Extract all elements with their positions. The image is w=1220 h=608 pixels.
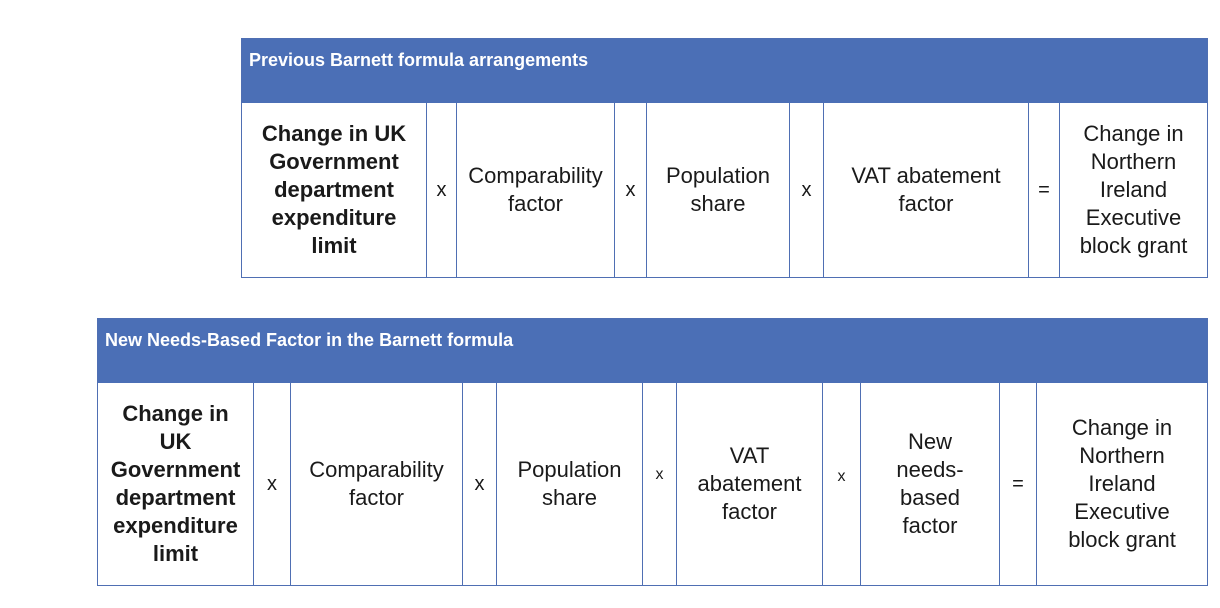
cell-vat-abatement-factor: VAT abatement factor [677,383,823,585]
new-formula-title: New Needs-Based Factor in the Barnett formula [105,330,514,350]
operator-multiply: x [463,383,497,585]
new-formula-table [97,318,1208,586]
cell-uk-expenditure-limit: Change in UK Government department expenditure limit [242,103,427,277]
cell-population-share: Population share [497,383,643,585]
cell-comparability-factor: Comparability factor [457,103,615,277]
previous-formula-header [242,39,1207,103]
operator-equals: = [1000,383,1037,585]
cell-needs-based-factor: New needs- based factor [861,383,1000,585]
operator-multiply: x [823,383,861,585]
operator-multiply: x [615,103,647,277]
cell-uk-expenditure-limit: Change in UK Government department expenditure limit [98,383,254,585]
cell-vat-abatement-factor: VAT abatement factor [824,103,1029,277]
cell-ni-block-grant: Change in Northern Ireland Executive block grant [1079,121,1188,258]
operator-multiply: x [643,383,677,585]
cell-population-share: Population share [647,103,790,277]
previous-formula-row [242,103,1207,277]
previous-formula-table [241,38,1208,278]
operator-multiply: x [790,103,824,277]
cell-comparability-factor: Comparability factor [291,383,463,585]
cell-ni-block-grant: Change in Northern Ireland Executive block grant [1068,415,1176,552]
operator-equals: = [1029,103,1060,277]
operator-multiply: x [254,383,291,585]
operator-multiply: x [427,103,457,277]
new-formula-row [98,383,1207,585]
new-formula-header [98,319,1207,383]
previous-formula-title: Previous Barnett formula arrangements [249,50,589,70]
